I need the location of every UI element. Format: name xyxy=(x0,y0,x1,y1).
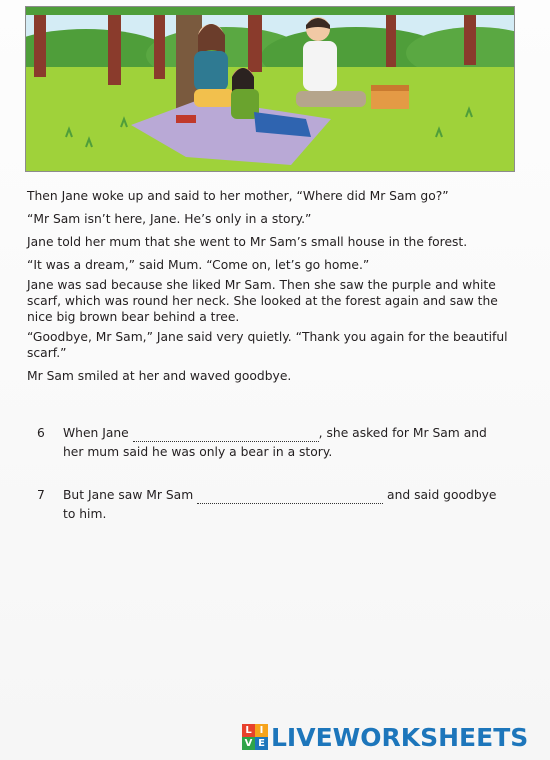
question-number: 7 xyxy=(37,488,45,502)
story-text xyxy=(27,188,527,391)
brand-name: LIVEWORKSHEETS xyxy=(271,722,529,752)
question-number: 6 xyxy=(37,426,45,440)
question-6 xyxy=(37,424,527,462)
story-paragraph: “Mr Sam isn’t here, Jane. He’s only in a story.” xyxy=(27,212,312,226)
story-paragraph: “Goodbye, Mr Sam,” Jane said very quietly. “Thank you again for the beautiful scarf.” xyxy=(27,330,508,360)
story-paragraph: Jane was sad because she liked Mr Sam. Then she saw the purple and white scarf, which was round her neck. She looked at the forest again and saw the nice big brown bear behind a tree. xyxy=(27,278,498,324)
answer-input-7[interactable] xyxy=(197,488,383,504)
story-paragraph: Then Jane woke up and said to her mother, “Where did Mr Sam go?” xyxy=(27,189,449,203)
picnic-scene-image xyxy=(26,7,514,171)
question-text-after: and said goodbye xyxy=(387,488,497,502)
question-7 xyxy=(37,486,527,524)
question-text-before: When Jane xyxy=(63,426,129,440)
question-continuation: to him. xyxy=(63,507,107,521)
logo-letter: E xyxy=(255,737,268,750)
liveworksheets-brand xyxy=(242,722,528,752)
picnic-illustration xyxy=(25,6,515,172)
question-continuation: her mum said he was only a bear in a story. xyxy=(63,445,333,459)
story-paragraph: “It was a dream,” said Mum. “Come on, let’s go home.” xyxy=(27,258,370,272)
question-text-before: But Jane saw Mr Sam xyxy=(63,488,194,502)
answer-input-6[interactable] xyxy=(133,426,319,442)
logo-letter: V xyxy=(242,737,255,750)
story-paragraph: Jane told her mum that she went to Mr Sam’s small house in the forest. xyxy=(27,235,468,249)
logo-letter: I xyxy=(255,724,268,737)
question-text-after: , she asked for Mr Sam and xyxy=(318,426,487,440)
liveworksheets-logo-icon xyxy=(242,724,268,750)
logo-letter: L xyxy=(242,724,255,737)
story-paragraph: Mr Sam smiled at her and waved goodbye. xyxy=(27,369,292,383)
